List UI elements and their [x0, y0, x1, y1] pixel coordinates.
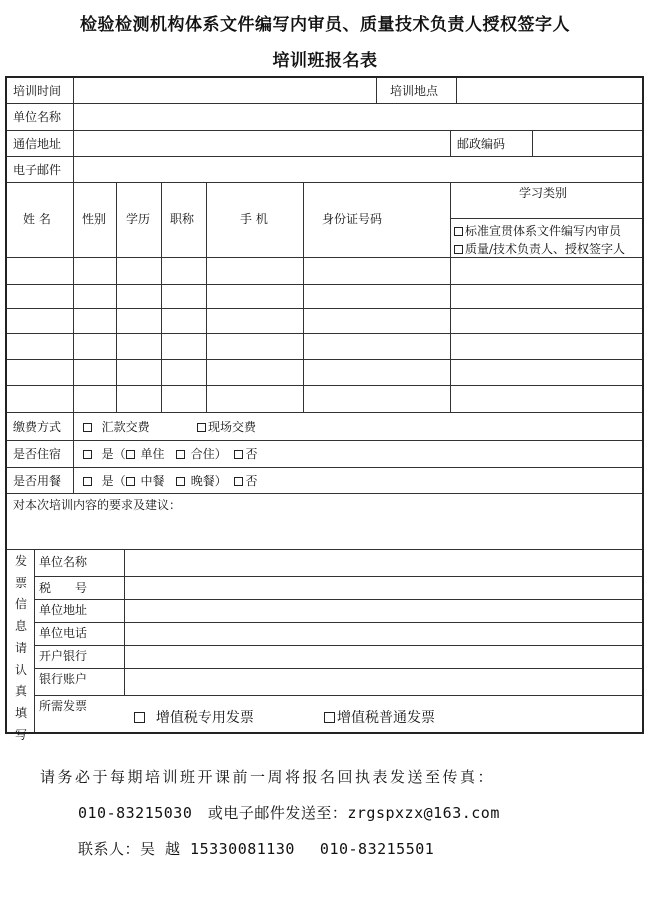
payment-option-onsite[interactable]: [197, 420, 256, 434]
invoice-side-label: 发票信息请认真填写: [14, 554, 27, 742]
row-divider: [7, 257, 642, 258]
row-divider: [7, 412, 642, 413]
training-time-field[interactable]: [74, 78, 376, 103]
column-header-study-category: 学习类别: [519, 186, 568, 200]
column-divider: [450, 130, 451, 156]
column-divider: [450, 182, 451, 412]
checkbox[interactable]: [197, 423, 206, 432]
option-label: 中餐: [140, 474, 165, 488]
column-header-mobile: 手 机: [240, 212, 268, 226]
mail-address-field[interactable]: [74, 131, 450, 156]
meals-label: 是否用餐: [13, 474, 62, 488]
study-category-option2[interactable]: [454, 242, 625, 256]
invoice-bank-label: 开户银行: [39, 649, 88, 663]
checkbox-no[interactable]: [234, 477, 243, 486]
email-label: 电子邮件: [13, 163, 62, 177]
checkbox-yes[interactable]: [83, 477, 92, 486]
row-divider: [7, 359, 642, 360]
unit-name-field[interactable]: [74, 104, 642, 130]
lodging-label: 是否住宿: [13, 447, 62, 461]
row-divider: [7, 467, 642, 468]
option-label: 汇款交费: [101, 420, 150, 434]
row-divider: [7, 440, 642, 441]
option-label: 标准宣贯体系文件编写内审员: [465, 224, 622, 238]
column-header-name: 姓 名: [23, 212, 51, 226]
payment-method-label: 缴费方式: [13, 420, 62, 434]
meals-options: [83, 474, 257, 488]
footer-line3: 联系人：吴 越 15330081130 010-83215501: [78, 840, 435, 858]
row-divider: [7, 493, 642, 494]
checkbox[interactable]: [324, 712, 335, 723]
study-category-option1[interactable]: [454, 224, 621, 238]
row-divider: [7, 182, 642, 183]
suggestion-label: 对本次培训内容的要求及建议：: [13, 498, 182, 512]
invoice-unit-phone-label: 单位电话: [39, 626, 88, 640]
option-label: 合住）: [190, 447, 227, 461]
invoice-unit-address-field[interactable]: [125, 600, 642, 622]
invoice-unit-phone-field[interactable]: [125, 623, 642, 645]
invoice-unit-address-label: 单位地址: [39, 603, 88, 617]
checkbox[interactable]: [134, 712, 145, 723]
option-label: 晚餐）: [190, 474, 227, 488]
column-divider: [376, 78, 377, 103]
training-location-field[interactable]: [457, 78, 642, 103]
invoice-tax-number-label: 税 号: [39, 581, 88, 595]
column-divider: [73, 412, 74, 493]
footer-line2: 010-83215030 或电子邮件发送至：zrgspxzx@163.com: [78, 804, 500, 822]
option-label: 质量/技术负责人、授权签字人: [465, 242, 626, 256]
training-time-label: 培训时间: [13, 84, 62, 98]
column-divider: [116, 182, 117, 412]
checkbox[interactable]: [83, 423, 92, 432]
option-label: 是（: [101, 474, 126, 488]
invoice-option-special[interactable]: [134, 710, 254, 726]
mail-address-label: 通信地址: [13, 137, 62, 151]
checkbox-lunch[interactable]: [126, 477, 135, 486]
column-header-gender: 性别: [82, 212, 107, 226]
invoice-tax-number-field[interactable]: [125, 577, 642, 599]
row-divider: [7, 385, 642, 386]
row-divider: [7, 308, 642, 309]
checkbox-no[interactable]: [234, 450, 243, 459]
footer-line1: 请务必于每期培训班开课前一周将报名回执表发送至传真：: [40, 768, 496, 786]
invoice-unit-name-field[interactable]: [125, 550, 642, 576]
column-divider: [206, 182, 207, 412]
checkbox-yes[interactable]: [83, 450, 92, 459]
option-label: 增值税专用发票: [155, 710, 254, 726]
invoice-required-label: 所需发票: [39, 699, 88, 713]
registration-form: [5, 76, 644, 742]
unit-name-label: 单位名称: [13, 110, 62, 124]
row-divider: [7, 333, 642, 334]
column-divider: [34, 549, 35, 732]
column-header-education: 学历: [126, 212, 151, 226]
column-divider: [161, 182, 162, 412]
invoice-option-general[interactable]: [324, 710, 435, 726]
suggestion-field[interactable]: [7, 514, 642, 548]
invoice-bank-account-label: 银行账户: [39, 672, 88, 686]
postal-code-field[interactable]: [533, 131, 642, 156]
training-location-label: 培训地点: [390, 84, 439, 98]
option-label: 是（: [101, 447, 126, 461]
form-title-line1: 检验检测机构体系文件编写内审员、质量技术负责人授权签字人: [80, 15, 570, 35]
row-divider: [450, 218, 642, 219]
option-label: 增值税普通发票: [337, 710, 435, 726]
option-label: 否: [245, 447, 258, 461]
column-header-title: 职称: [170, 212, 195, 226]
column-header-id-number: 身份证号码: [322, 212, 383, 226]
column-divider: [303, 182, 304, 412]
checkbox[interactable]: [454, 227, 463, 236]
checkbox-dinner[interactable]: [176, 477, 185, 486]
row-divider: [34, 695, 642, 696]
option-label: 单住: [140, 447, 165, 461]
lodging-options: [83, 447, 257, 461]
invoice-bank-account-field[interactable]: [125, 669, 642, 695]
invoice-unit-name-label: 单位名称: [39, 555, 88, 569]
row-divider: [7, 284, 642, 285]
checkbox-single[interactable]: [126, 450, 135, 459]
option-label: 否: [245, 474, 258, 488]
form-title-line2: 培训班报名表: [272, 51, 378, 71]
checkbox[interactable]: [454, 245, 463, 254]
invoice-bank-field[interactable]: [125, 646, 642, 668]
payment-option-transfer[interactable]: [83, 420, 150, 434]
column-divider: [73, 182, 74, 412]
checkbox-shared[interactable]: [176, 450, 185, 459]
option-label: 现场交费: [208, 420, 257, 434]
email-field[interactable]: [74, 157, 642, 182]
postal-code-label: 邮政编码: [457, 137, 506, 151]
